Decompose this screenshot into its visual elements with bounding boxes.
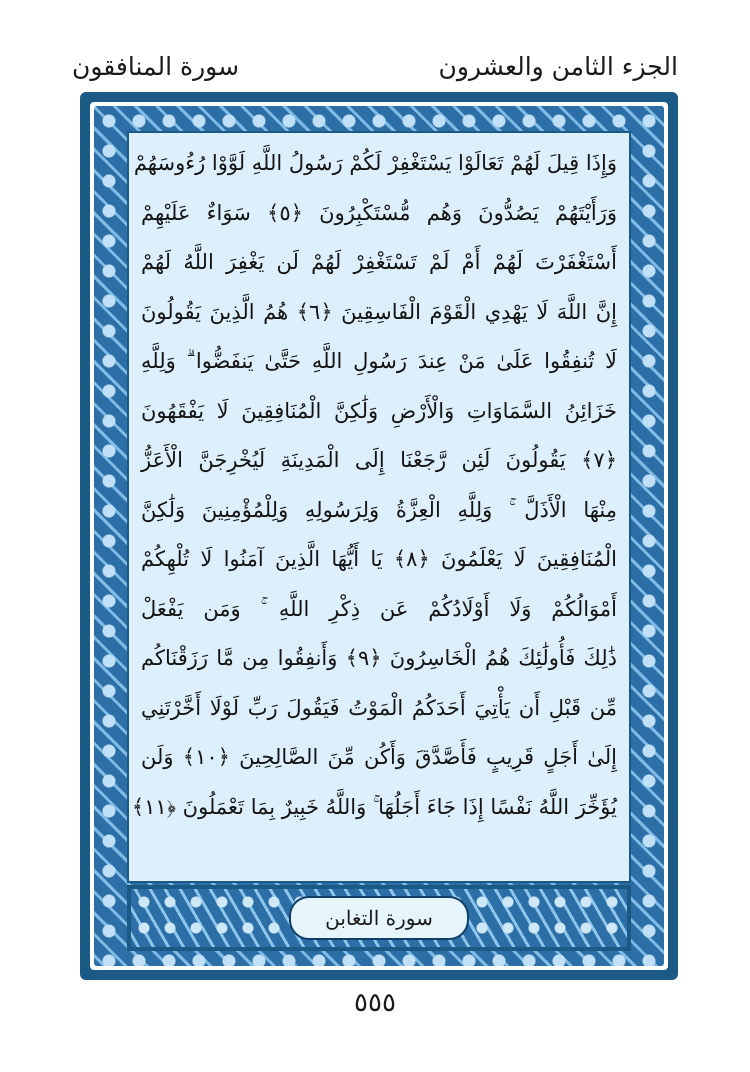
juz-title: الجزء الثامن والعشرون xyxy=(438,52,678,81)
verse-line: أَسْتَغْفَرْتَ لَهُمْ أَمْ لَمْ تَسْتَغْفِرْ لَهُمْ لَن يَغْفِرَ اللَّهُ لَهُمْ xyxy=(141,250,617,274)
verse-text-area xyxy=(127,131,631,883)
verse-line: إِنَّ اللَّهَ لَا يَهْدِي الْقَوْمَ الْفَاسِقِينَ ﴿٦﴾ هُمُ الَّذِينَ يَقُولُونَ xyxy=(141,299,617,324)
next-surah-title: سورة التغابن xyxy=(289,896,469,940)
verse-line: أَمْوَالُكُمْ وَلَا أَوْلَادُكُمْ عَن ذِكْرِ اللَّهِ ۚ وَمَن يَفْعَلْ xyxy=(141,596,617,621)
verse-line: وَإِذَا قِيلَ لَهُمْ تَعَالَوْا يَسْتَغْفِرْ لَكُمْ رَسُولُ اللَّهِ لَوَّوْا رُءُوسَهُمْ xyxy=(133,151,617,175)
verse-line: خَزَائِنُ السَّمَاوَاتِ وَالْأَرْضِ وَلَٰكِنَّ الْمُنَافِقِينَ لَا يَفْقَهُونَ xyxy=(141,398,617,423)
verse-line: لَا تُنفِقُوا عَلَىٰ مَنْ عِندَ رَسُولِ اللَّهِ حَتَّىٰ يَنفَضُّوا ۗ وَلِلَّهِ xyxy=(141,349,617,373)
page-header xyxy=(72,52,678,92)
page-number: ٥٥٥ xyxy=(354,988,396,1018)
verse-line: إِلَىٰ أَجَلٍ قَرِيبٍ فَأَصَّدَّقَ وَأَكُن مِّنَ الصَّالِحِينَ ﴿١٠﴾ وَلَن xyxy=(141,745,617,769)
surah-banner xyxy=(127,885,631,951)
verse-line: وَرَأَيْتَهُمْ يَصُدُّونَ وَهُم مُّسْتَكْبِرُونَ ﴿٥﴾ سَوَاءٌ عَلَيْهِمْ xyxy=(141,200,617,225)
verse-line: ﴿٧﴾ يَقُولُونَ لَئِن رَّجَعْنَا إِلَى الْمَدِينَةِ لَيُخْرِجَنَّ الْأَعَزُّ xyxy=(141,448,617,472)
verse-line: مِّن قَبْلِ أَن يَأْتِيَ أَحَدَكُمُ الْمَوْتُ فَيَقُولَ رَبِّ لَوْلَا أَخَّرْتَنِي xyxy=(141,695,617,720)
decorative-frame xyxy=(80,92,678,980)
verse-line: الْمُنَافِقِينَ لَا يَعْلَمُونَ ﴿٨﴾ يَا أَيُّهَا الَّذِينَ آمَنُوا لَا تُلْهِكُمْ xyxy=(141,547,617,571)
verse-lines xyxy=(131,139,617,832)
verse-line: ذَٰلِكَ فَأُولَٰئِكَ هُمُ الْخَاسِرُونَ ﴿٩﴾ وَأَنفِقُوا مِن مَّا رَزَقْنَاكُم xyxy=(141,646,617,670)
verse-line: مِنْهَا الْأَذَلَّ ۚ وَلِلَّهِ الْعِزَّةُ وَلِرَسُولِهِ وَلِلْمُؤْمِنِينَ وَلَٰكِنَّ xyxy=(141,497,617,522)
verse-line: يُؤَخِّرَ اللَّهُ نَفْسًا إِذَا جَاءَ أَجَلُهَا ۚ وَاللَّهُ خَبِيرٌ بِمَا تَعْمَلُونَ ﴿١١﴾ xyxy=(131,794,617,819)
surah-title: سورة المنافقون xyxy=(72,52,240,81)
